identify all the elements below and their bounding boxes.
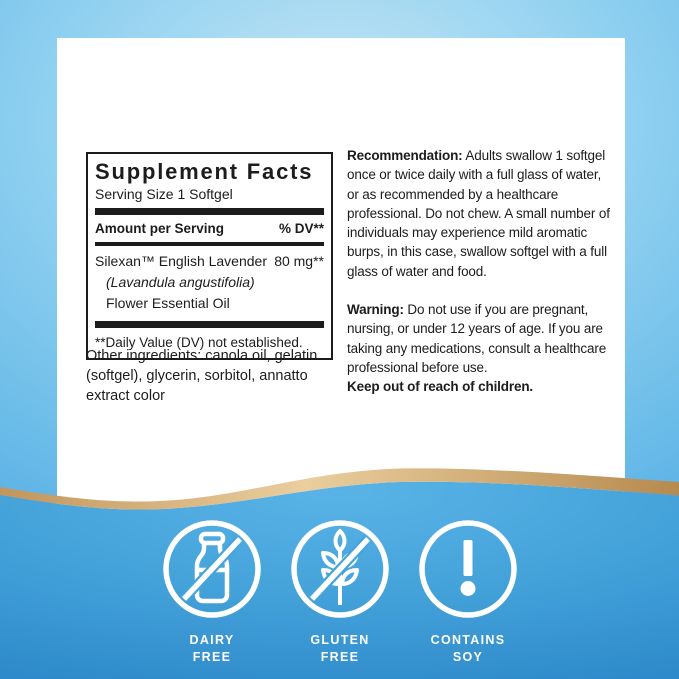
warning-text: Do not use if you are pregnant, nursing, or under 12 years of age. If you are taking any medications, consult a healthcare professional before use. <box>347 302 607 375</box>
recommendation-text: Adults swallow 1 softgel once or twice daily with a full glass of water, or as recommended by a healthcare professional. Do not chew. A small number of individuals may experience mild aromatic burps, in this case, swallow softgel with a full glass of water and food. <box>347 148 610 279</box>
divider-bar <box>95 321 324 328</box>
keep-out-of-reach-text: Keep out of reach of children. <box>347 379 534 395</box>
badge-label: DAIRY FREE <box>189 633 235 664</box>
ingredient-name-block <box>95 251 267 314</box>
warning-label: Warning: <box>347 302 404 318</box>
gluten-free-badge <box>280 519 400 666</box>
dv-header: % DV** <box>278 221 324 237</box>
no-gluten-icon <box>290 519 390 619</box>
serving-size-text: Serving Size 1 Softgel <box>95 186 233 203</box>
directions-column <box>347 146 611 397</box>
facts-title: Supplement Facts <box>95 159 314 184</box>
recommendation-label: Recommendation: <box>347 148 463 163</box>
divider-bar <box>95 242 324 246</box>
facts-header-row <box>95 219 324 240</box>
no-dairy-icon <box>162 519 262 619</box>
contains-soy-badge <box>408 519 528 666</box>
contains-soy-icon <box>418 519 518 619</box>
ingredient-amount: 80 mg** <box>274 253 324 270</box>
badge-label: CONTAINS SOY <box>430 633 506 664</box>
divider-bar <box>95 208 324 215</box>
badge-label: GLUTEN FREE <box>310 633 370 664</box>
ingredient-row <box>95 249 324 317</box>
ingredient-detail: Flower Essential Oil <box>106 295 230 312</box>
other-ingredients-text: Other ingredients: canola oil, gelatin (softgel), glycerin, sorbitol, annatto extract color <box>86 348 318 404</box>
recommendation-paragraph <box>347 146 611 281</box>
warning-paragraph <box>347 300 611 396</box>
ingredient-name: Silexan™ English Lavender <box>95 253 267 270</box>
amount-per-serving-header: Amount per Serving <box>95 221 225 237</box>
supplement-facts-panel <box>86 152 333 360</box>
dairy-free-badge <box>152 519 272 666</box>
ingredient-latin-name: (Lavandula angustifolia) <box>106 274 255 291</box>
dv-footnote: **Daily Value (DV) not established. <box>95 335 303 351</box>
